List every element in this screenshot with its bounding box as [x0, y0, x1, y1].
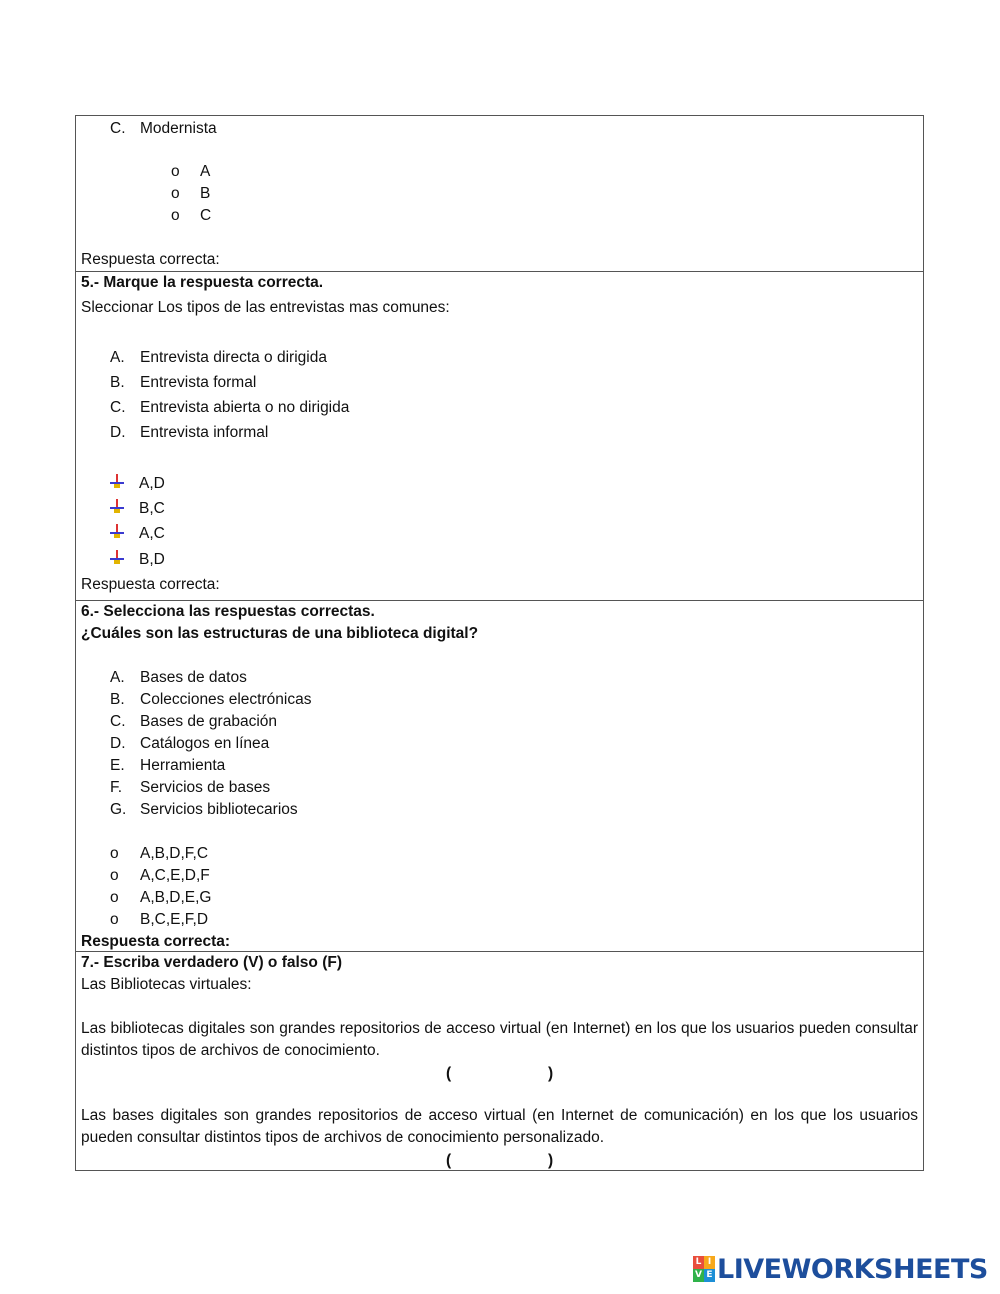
option-e: E. Herramienta	[110, 757, 226, 774]
choice-4[interactable]: o B,C,E,F,D	[110, 911, 209, 928]
choice-2[interactable]: o A,C,E,D,F	[110, 867, 210, 884]
logo-badge-l: L	[693, 1256, 704, 1269]
answer-label: Respuesta correcta:	[81, 933, 231, 950]
statement-1: Las bibliotecas digitales son grandes repositorios de acceso virtual (en Internet) en los que los usuarios pueden consultar distintos tipos de archivos de conocimiento.	[81, 1020, 918, 1059]
choice-1[interactable]: o A,B,D,F,C	[110, 845, 209, 862]
arrow-bullet-icon	[110, 474, 124, 490]
logo-badge-v: V	[693, 1269, 704, 1282]
option-c: C. Modernista	[110, 120, 217, 137]
choice-ac[interactable]: A,C	[110, 524, 165, 544]
question-title: 7.- Escriba verdadero (V) o falso (F)	[81, 954, 342, 971]
logo-badge-i: I	[704, 1256, 715, 1269]
question-title: 5.- Marque la respuesta correcta.	[81, 274, 324, 291]
answer-box-2-open[interactable]: (	[446, 1152, 452, 1169]
answer-box-1-open[interactable]: (	[446, 1065, 452, 1082]
answer-label: Respuesta correcta:	[81, 576, 220, 593]
option-b: B. Colecciones electrónicas	[110, 691, 312, 708]
choice-bc[interactable]: B,C	[110, 499, 165, 519]
option-b: B. Entrevista formal	[110, 374, 257, 391]
choice-3[interactable]: o A,B,D,E,G	[110, 889, 212, 906]
question-6-cell	[76, 600, 923, 951]
option-c: C. Entrevista abierta o no dirigida	[110, 399, 350, 416]
statement-2: Las bases digitales son grandes repositorios de acceso virtual (en Internet de comunicación) en los que los usuarios pueden consultar distintos tipos de archivos de conocimiento personalizado.	[81, 1107, 918, 1146]
choice-c[interactable]: o C	[171, 207, 212, 224]
arrow-bullet-icon	[110, 550, 124, 566]
option-g: G. Servicios bibliotecarios	[110, 801, 298, 818]
choice-a[interactable]: o A	[171, 163, 211, 180]
question-text: ¿Cuáles son las estructuras de una biblioteca digital?	[81, 625, 479, 642]
option-f: F. Servicios de bases	[110, 779, 271, 796]
option-c: C. Bases de grabación	[110, 713, 278, 730]
logo-badge-e: E	[704, 1269, 715, 1282]
choice-ad[interactable]: A,D	[110, 474, 165, 494]
question-prompt: Sleccionar Los tipos de las entrevistas mas comunes:	[81, 299, 450, 316]
question-7-cell	[76, 951, 923, 1170]
question-4-cell	[76, 116, 923, 271]
choice-bd[interactable]: B,D	[110, 550, 165, 570]
arrow-bullet-icon	[110, 524, 124, 540]
logo-text: LIVEWORKSHEETS	[717, 1253, 988, 1285]
worksheet-table	[75, 115, 924, 1171]
option-a: A. Entrevista directa o dirigida	[110, 349, 327, 366]
arrow-bullet-icon	[110, 499, 124, 515]
option-d: D. Catálogos en línea	[110, 735, 270, 752]
answer-label: Respuesta correcta:	[81, 251, 220, 268]
liveworksheets-logo	[693, 1252, 988, 1286]
answer-box-1-close[interactable]: )	[548, 1065, 554, 1082]
question-5-cell	[76, 271, 923, 600]
option-a: A. Bases de datos	[110, 669, 247, 686]
answer-box-2-close[interactable]: )	[548, 1152, 554, 1169]
question-subtitle: Las Bibliotecas virtuales:	[81, 976, 252, 993]
choice-b[interactable]: o B	[171, 185, 211, 202]
logo-badge-icon	[693, 1256, 715, 1282]
option-d: D. Entrevista informal	[110, 424, 269, 441]
question-title: 6.- Selecciona las respuestas correctas.	[81, 603, 375, 620]
